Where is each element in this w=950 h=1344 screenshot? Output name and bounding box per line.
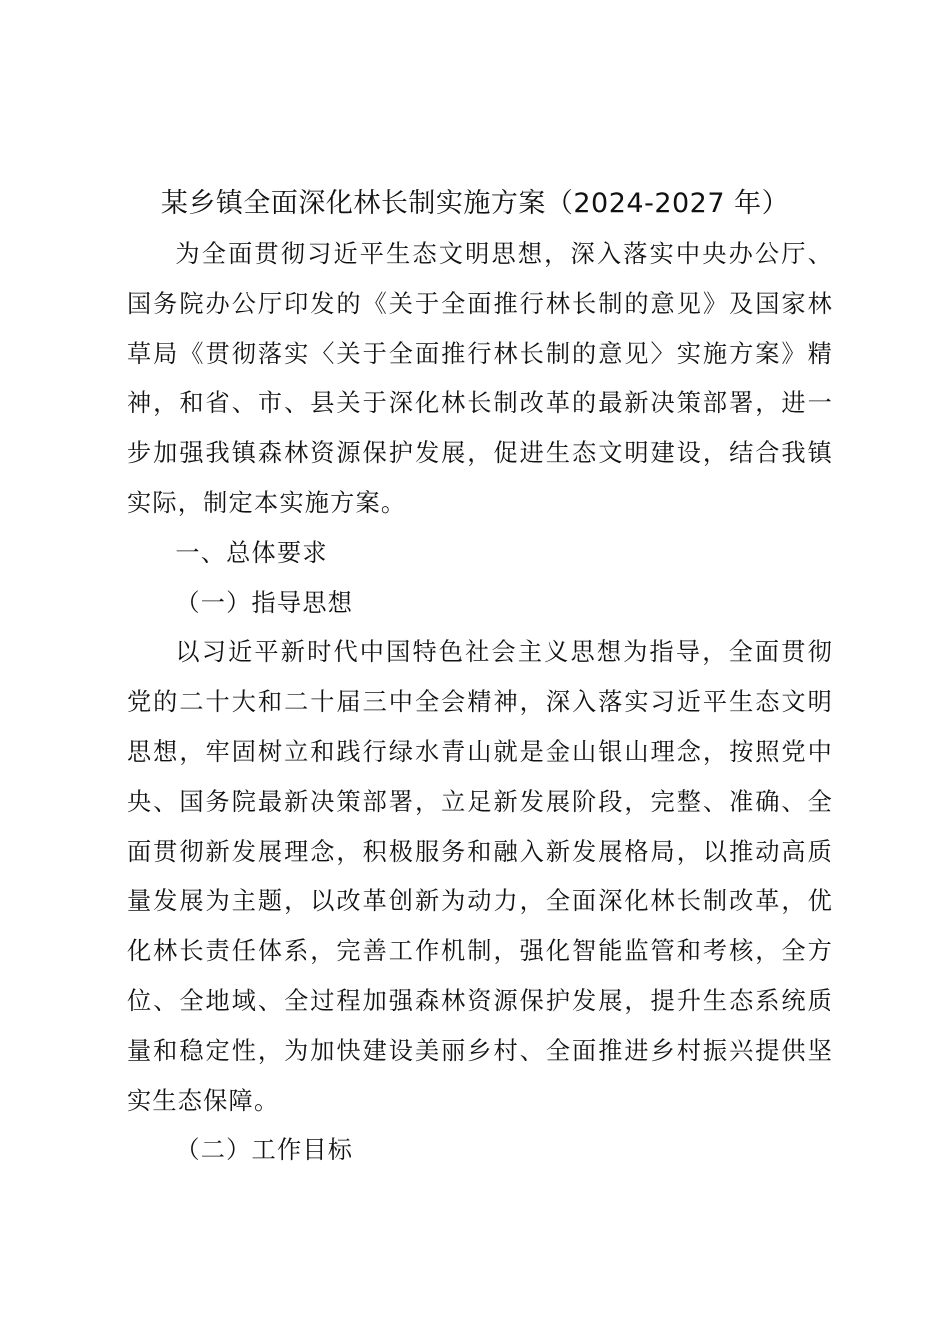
document-body <box>127 230 833 1176</box>
intro-paragraph: 为全面贯彻习近平生态文明思想，深入落实中央办公厅、国务院办公厅印发的《关于全面推行林长制的意见》及国家林草局《贯彻落实〈关于全面推行林长制的意见〉实施方案》精神，和省、市、县关于深化林长制改革的最新决策部署，进一步加强我镇森林资源保护发展，促进生态文明建设，结合我镇实际，制定本实施方案。 <box>127 240 833 517</box>
document-title: 某乡镇全面深化林长制实施方案（2024-2027 年） <box>160 188 790 219</box>
subsection-heading-guiding-ideology: （一）指导思想 <box>175 588 354 617</box>
subsection-heading-work-goals: （二）工作目标 <box>175 1136 354 1165</box>
section-heading-overall-requirements: 一、总体要求 <box>175 538 328 567</box>
guiding-ideology-paragraph: 以习近平新时代中国特色社会主义思想为指导，全面贯彻党的二十大和二十届三中全会精神，深入落实习近平生态文明思想，牢固树立和践行绿水青山就是金山银山理念，按照党中央、国务院最新决策部署，立足新发展阶段，完整、准确、全面贯彻新发展理念，积极服务和融入新发展格局，以推动高质量发展为主题，以改革创新为动力，全面深化林长制改革，优化林长责任体系，完善工作机制，强化智能监管和考核，全方位、全地域、全过程加强森林资源保护发展，提升生态系统质量和稳定性，为加快建设美丽乡村、全面推进乡村振兴提供坚实生态保障。 <box>127 638 833 1115</box>
